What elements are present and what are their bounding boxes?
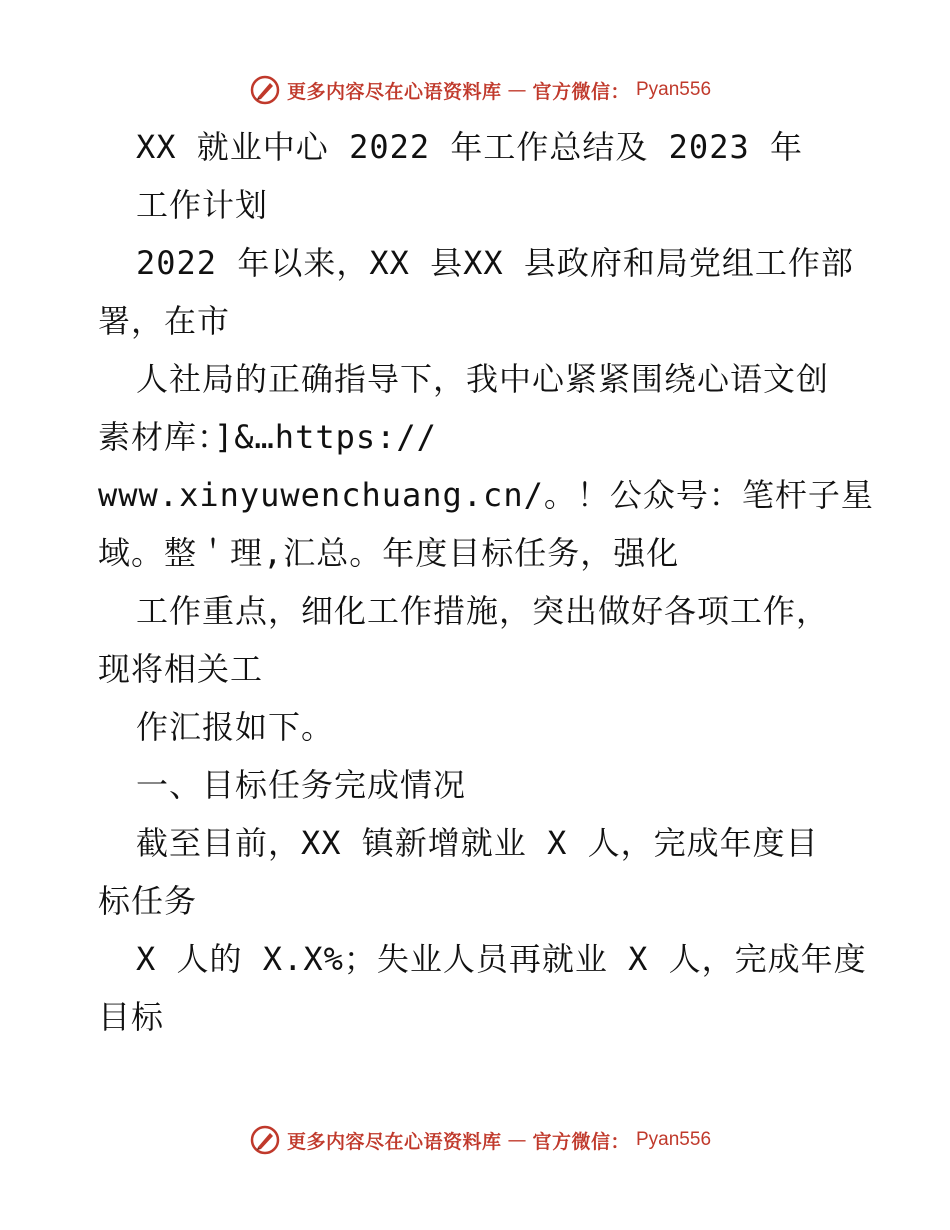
banner-separator: — [507, 79, 527, 101]
text-line: X 人的 X.X%；失业人员再就业 X 人，完成年度 [136, 940, 867, 978]
header-banner-content [249, 74, 711, 106]
text-line: 工作计划 [136, 186, 269, 224]
text-line: 标任务 [98, 882, 198, 920]
pen-circle-logo-icon [249, 74, 281, 106]
text-line: 素材库：]&…https:// [98, 418, 437, 456]
text-line: www.xinyuwenchuang.cn/。！公众号：笔杆子星 [98, 476, 874, 514]
banner-wechat-label: 官方微信： [532, 80, 630, 103]
text-line: 截至目前，XX 镇新增就业 X 人，完成年度目 [136, 824, 819, 862]
banner-wechat-id: Pyan556 [636, 1129, 712, 1150]
footer-banner-content [249, 1124, 711, 1156]
text-line: 人社局的正确指导下，我中心紧紧围绕心语文创 [136, 360, 830, 398]
banner-text: 更多内容尽在心语资料库 [286, 1130, 502, 1153]
text-line: 作汇报如下。 [136, 708, 335, 746]
footer-banner [0, 1120, 950, 1160]
text-line: XX 就业中心 2022 年工作总结及 2023 年 [136, 128, 803, 166]
banner-wechat-id: Pyan556 [636, 79, 712, 100]
text-line: 域。整＇理,汇总。年度目标任务，强化 [98, 534, 680, 572]
text-line: 2022 年以来，XX 县XX 县政府和局党组工作部 [136, 244, 854, 282]
header-banner [0, 70, 950, 110]
document-body [98, 118, 878, 1046]
pen-circle-logo-icon [249, 1124, 281, 1156]
text-line: 现将相关工 [98, 650, 264, 688]
banner-text: 更多内容尽在心语资料库 [286, 80, 502, 103]
text-line: 目标 [98, 998, 165, 1036]
banner-wechat-label: 官方微信： [532, 1130, 630, 1153]
text-line: 工作重点，细化工作措施，突出做好各项工作， [136, 592, 830, 630]
banner-separator: — [507, 1129, 527, 1151]
text-line: 署，在市 [98, 302, 231, 340]
text-line: 一、目标任务完成情况 [136, 766, 467, 804]
